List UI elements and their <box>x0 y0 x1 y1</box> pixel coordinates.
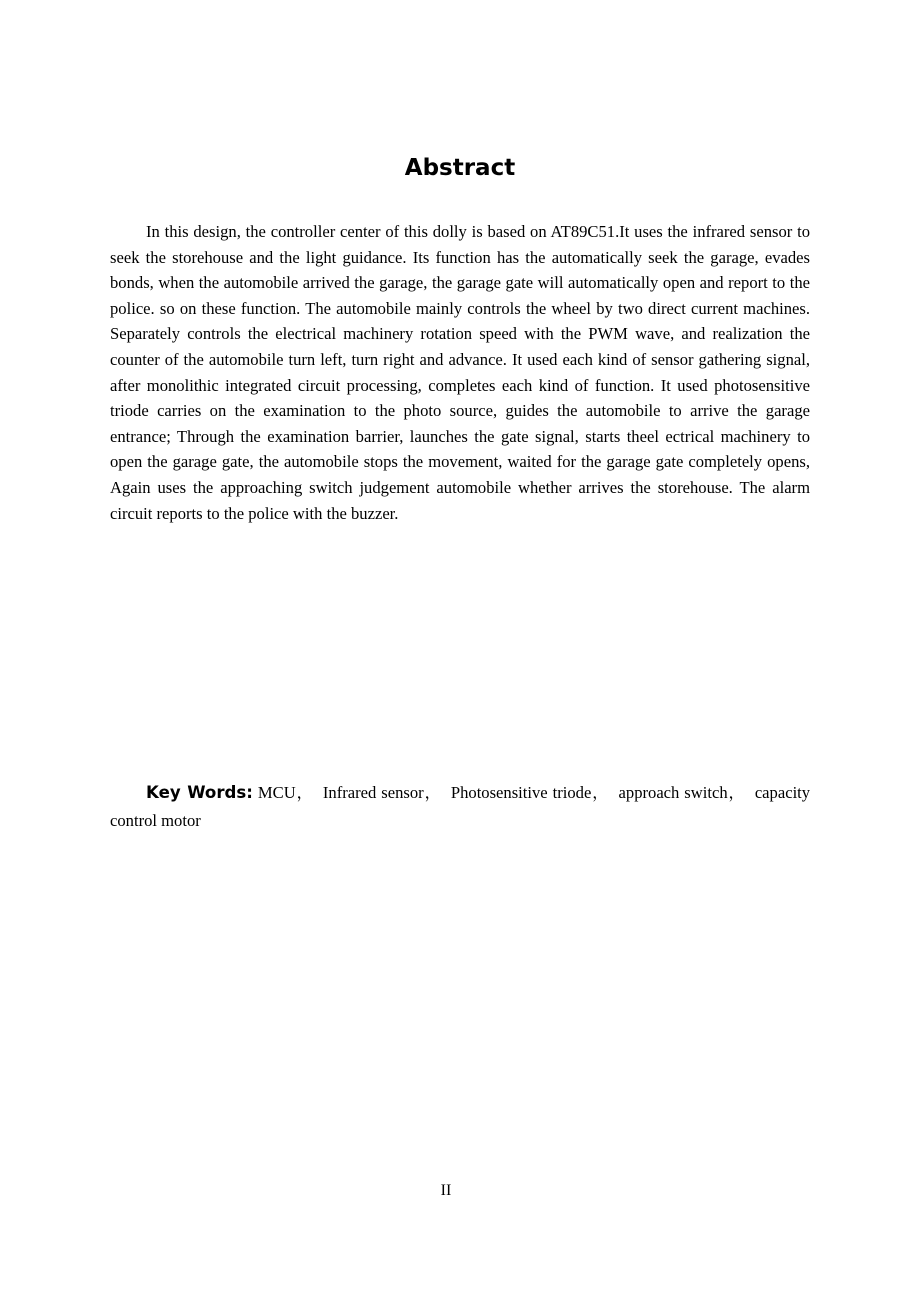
keyword-item: Photosensitive triode <box>450 783 592 802</box>
page-number: II <box>440 1182 452 1199</box>
keyword-separator: ， <box>727 783 746 802</box>
abstract-title: Abstract <box>404 155 516 181</box>
keywords-label: Key Words: <box>146 783 253 802</box>
keyword-separator: ， <box>295 783 314 802</box>
keyword-item: Infrared sensor <box>322 783 424 802</box>
abstract-body: In this design, the controller center of this dolly is based on AT89C51.It uses the infrared sensor to seek the storehouse and the light guidance. Its function has the automatically seek the garage, evades bonds, when the automobile arrived the garage, the garage gate will automatically open and report to the police. so on these function. The automobile mainly controls the wheel by two direct current machines. Separately controls the electrical machinery rotation speed with the PWM wave, and realization the counter of the automobile turn left, turn right and advance. It used each kind of sensor gathering signal, after monolithic integrated circuit processing, completes each kind of function. It used photosensitive triode carries on the examination to the photo source, guides the automobile to arrive the garage entrance; Through the examination barrier, launches the gate signal, starts theel ectrical machinery to open the garage gate, the automobile stops the movement, waited for the garage gate completely opens, Again uses the approaching switch judgement automobile whether arrives the storehouse. The alarm circuit reports to the police with the buzzer. <box>110 222 810 523</box>
keyword-item: MCU <box>257 783 296 802</box>
keywords-paragraph <box>110 779 810 835</box>
keyword-separator: ， <box>423 783 442 802</box>
keyword-separator: ， <box>591 783 610 802</box>
keyword-item: approach switch <box>618 783 728 802</box>
keyword-item: capacity control motor <box>110 783 811 830</box>
